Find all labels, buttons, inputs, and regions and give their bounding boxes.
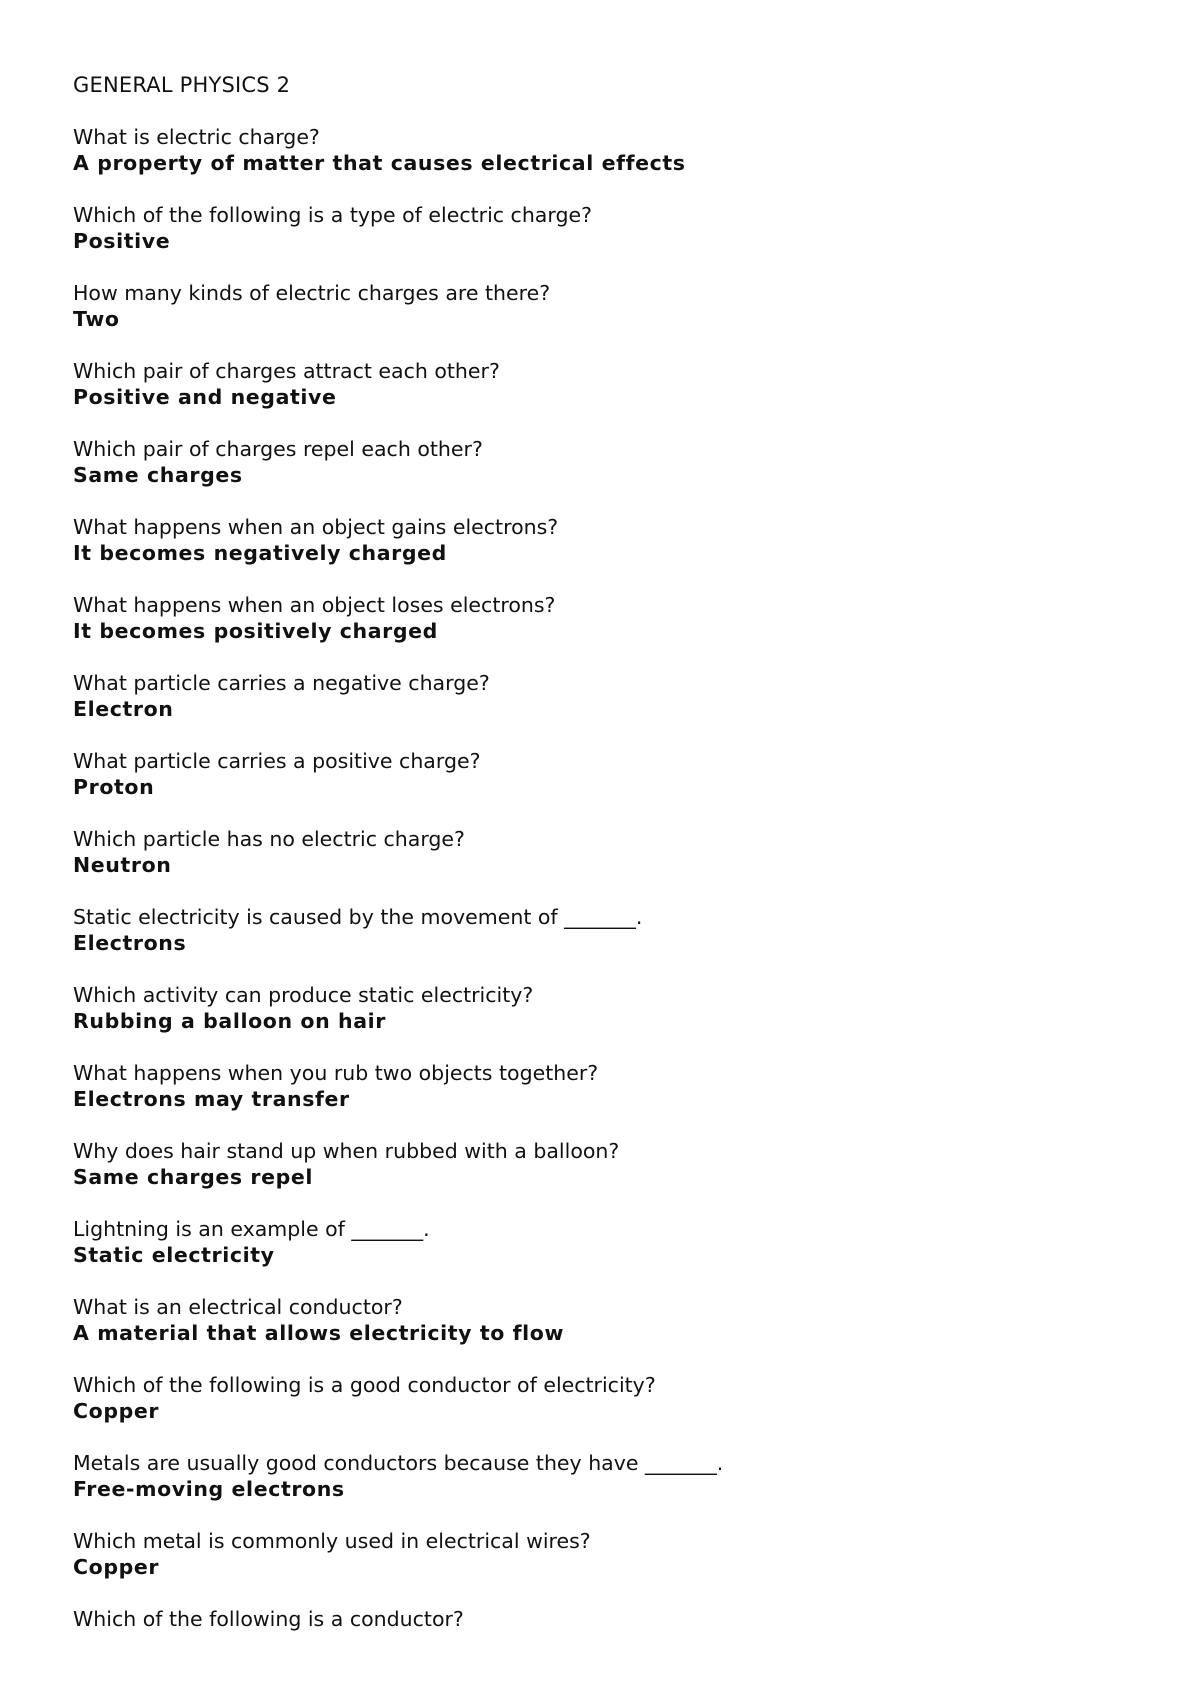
qa-item	[73, 436, 1133, 514]
qa-item	[73, 1450, 1133, 1528]
question-text: What particle carries a negative charge?	[73, 671, 490, 695]
qa-item	[73, 514, 1133, 592]
question-list	[73, 124, 1133, 1684]
question-text: What particle carries a positive charge?	[73, 749, 481, 773]
qa-item	[73, 1060, 1133, 1138]
qa-item	[73, 1372, 1133, 1450]
qa-item	[73, 1138, 1133, 1216]
answer-text: Electrons	[73, 931, 187, 955]
qa-item	[73, 982, 1133, 1060]
qa-item	[73, 670, 1133, 748]
answer-text: Positive	[73, 229, 171, 253]
qa-item	[73, 904, 1133, 982]
question-text: What is an electrical conductor?	[73, 1295, 403, 1319]
qa-item	[73, 1216, 1133, 1294]
question-text: Metals are usually good conductors because they have _______.	[73, 1451, 724, 1475]
qa-item	[73, 202, 1133, 280]
qa-item	[73, 826, 1133, 904]
answer-text: It becomes negatively charged	[73, 541, 447, 565]
qa-item	[73, 1294, 1133, 1372]
question-text: What happens when you rub two objects together?	[73, 1061, 599, 1085]
question-text: Lightning is an example of _______.	[73, 1217, 430, 1241]
answer-text: Same charges	[73, 463, 243, 487]
answer-text: Same charges repel	[73, 1165, 314, 1189]
document-page	[73, 72, 1133, 1684]
question-text: Why does hair stand up when rubbed with a balloon?	[73, 1139, 620, 1163]
qa-item	[73, 1606, 1133, 1684]
answer-text: It becomes positively charged	[73, 619, 438, 643]
qa-item	[73, 124, 1133, 202]
answer-text: Positive and negative	[73, 385, 337, 409]
answer-text: A material that allows electricity to flow	[73, 1321, 565, 1345]
question-text: Which activity can produce static electricity?	[73, 983, 534, 1007]
question-text: Which pair of charges repel each other?	[73, 437, 483, 461]
question-text: Static electricity is caused by the movement of _______.	[73, 905, 643, 929]
answer-text: Free-moving electrons	[73, 1477, 345, 1501]
qa-item	[73, 592, 1133, 670]
answer-text: Two	[73, 307, 120, 331]
question-text: How many kinds of electric charges are there?	[73, 281, 551, 305]
qa-item	[73, 1528, 1133, 1606]
question-text: Which particle has no electric charge?	[73, 827, 465, 851]
question-text: Which of the following is a conductor?	[73, 1607, 464, 1631]
answer-text: Electrons may transfer	[73, 1087, 350, 1111]
question-text: Which metal is commonly used in electrical wires?	[73, 1529, 591, 1553]
answer-text: Copper	[73, 1555, 160, 1579]
qa-item	[73, 280, 1133, 358]
question-text: Which pair of charges attract each other?	[73, 359, 500, 383]
question-text: What is electric charge?	[73, 125, 320, 149]
qa-item	[73, 748, 1133, 826]
document-title: GENERAL PHYSICS 2	[73, 73, 291, 97]
question-text: What happens when an object loses electrons?	[73, 593, 556, 617]
answer-text: Rubbing a balloon on hair	[73, 1009, 386, 1033]
answer-text: Proton	[73, 775, 155, 799]
answer-text: A property of matter that causes electrical effects	[73, 151, 686, 175]
answer-text: Electron	[73, 697, 174, 721]
question-text: What happens when an object gains electrons?	[73, 515, 559, 539]
qa-item	[73, 358, 1133, 436]
answer-text: Copper	[73, 1399, 160, 1423]
question-text: Which of the following is a type of electric charge?	[73, 203, 592, 227]
answer-text: Neutron	[73, 853, 172, 877]
answer-text: Static electricity	[73, 1243, 275, 1267]
question-text: Which of the following is a good conductor of electricity?	[73, 1373, 656, 1397]
